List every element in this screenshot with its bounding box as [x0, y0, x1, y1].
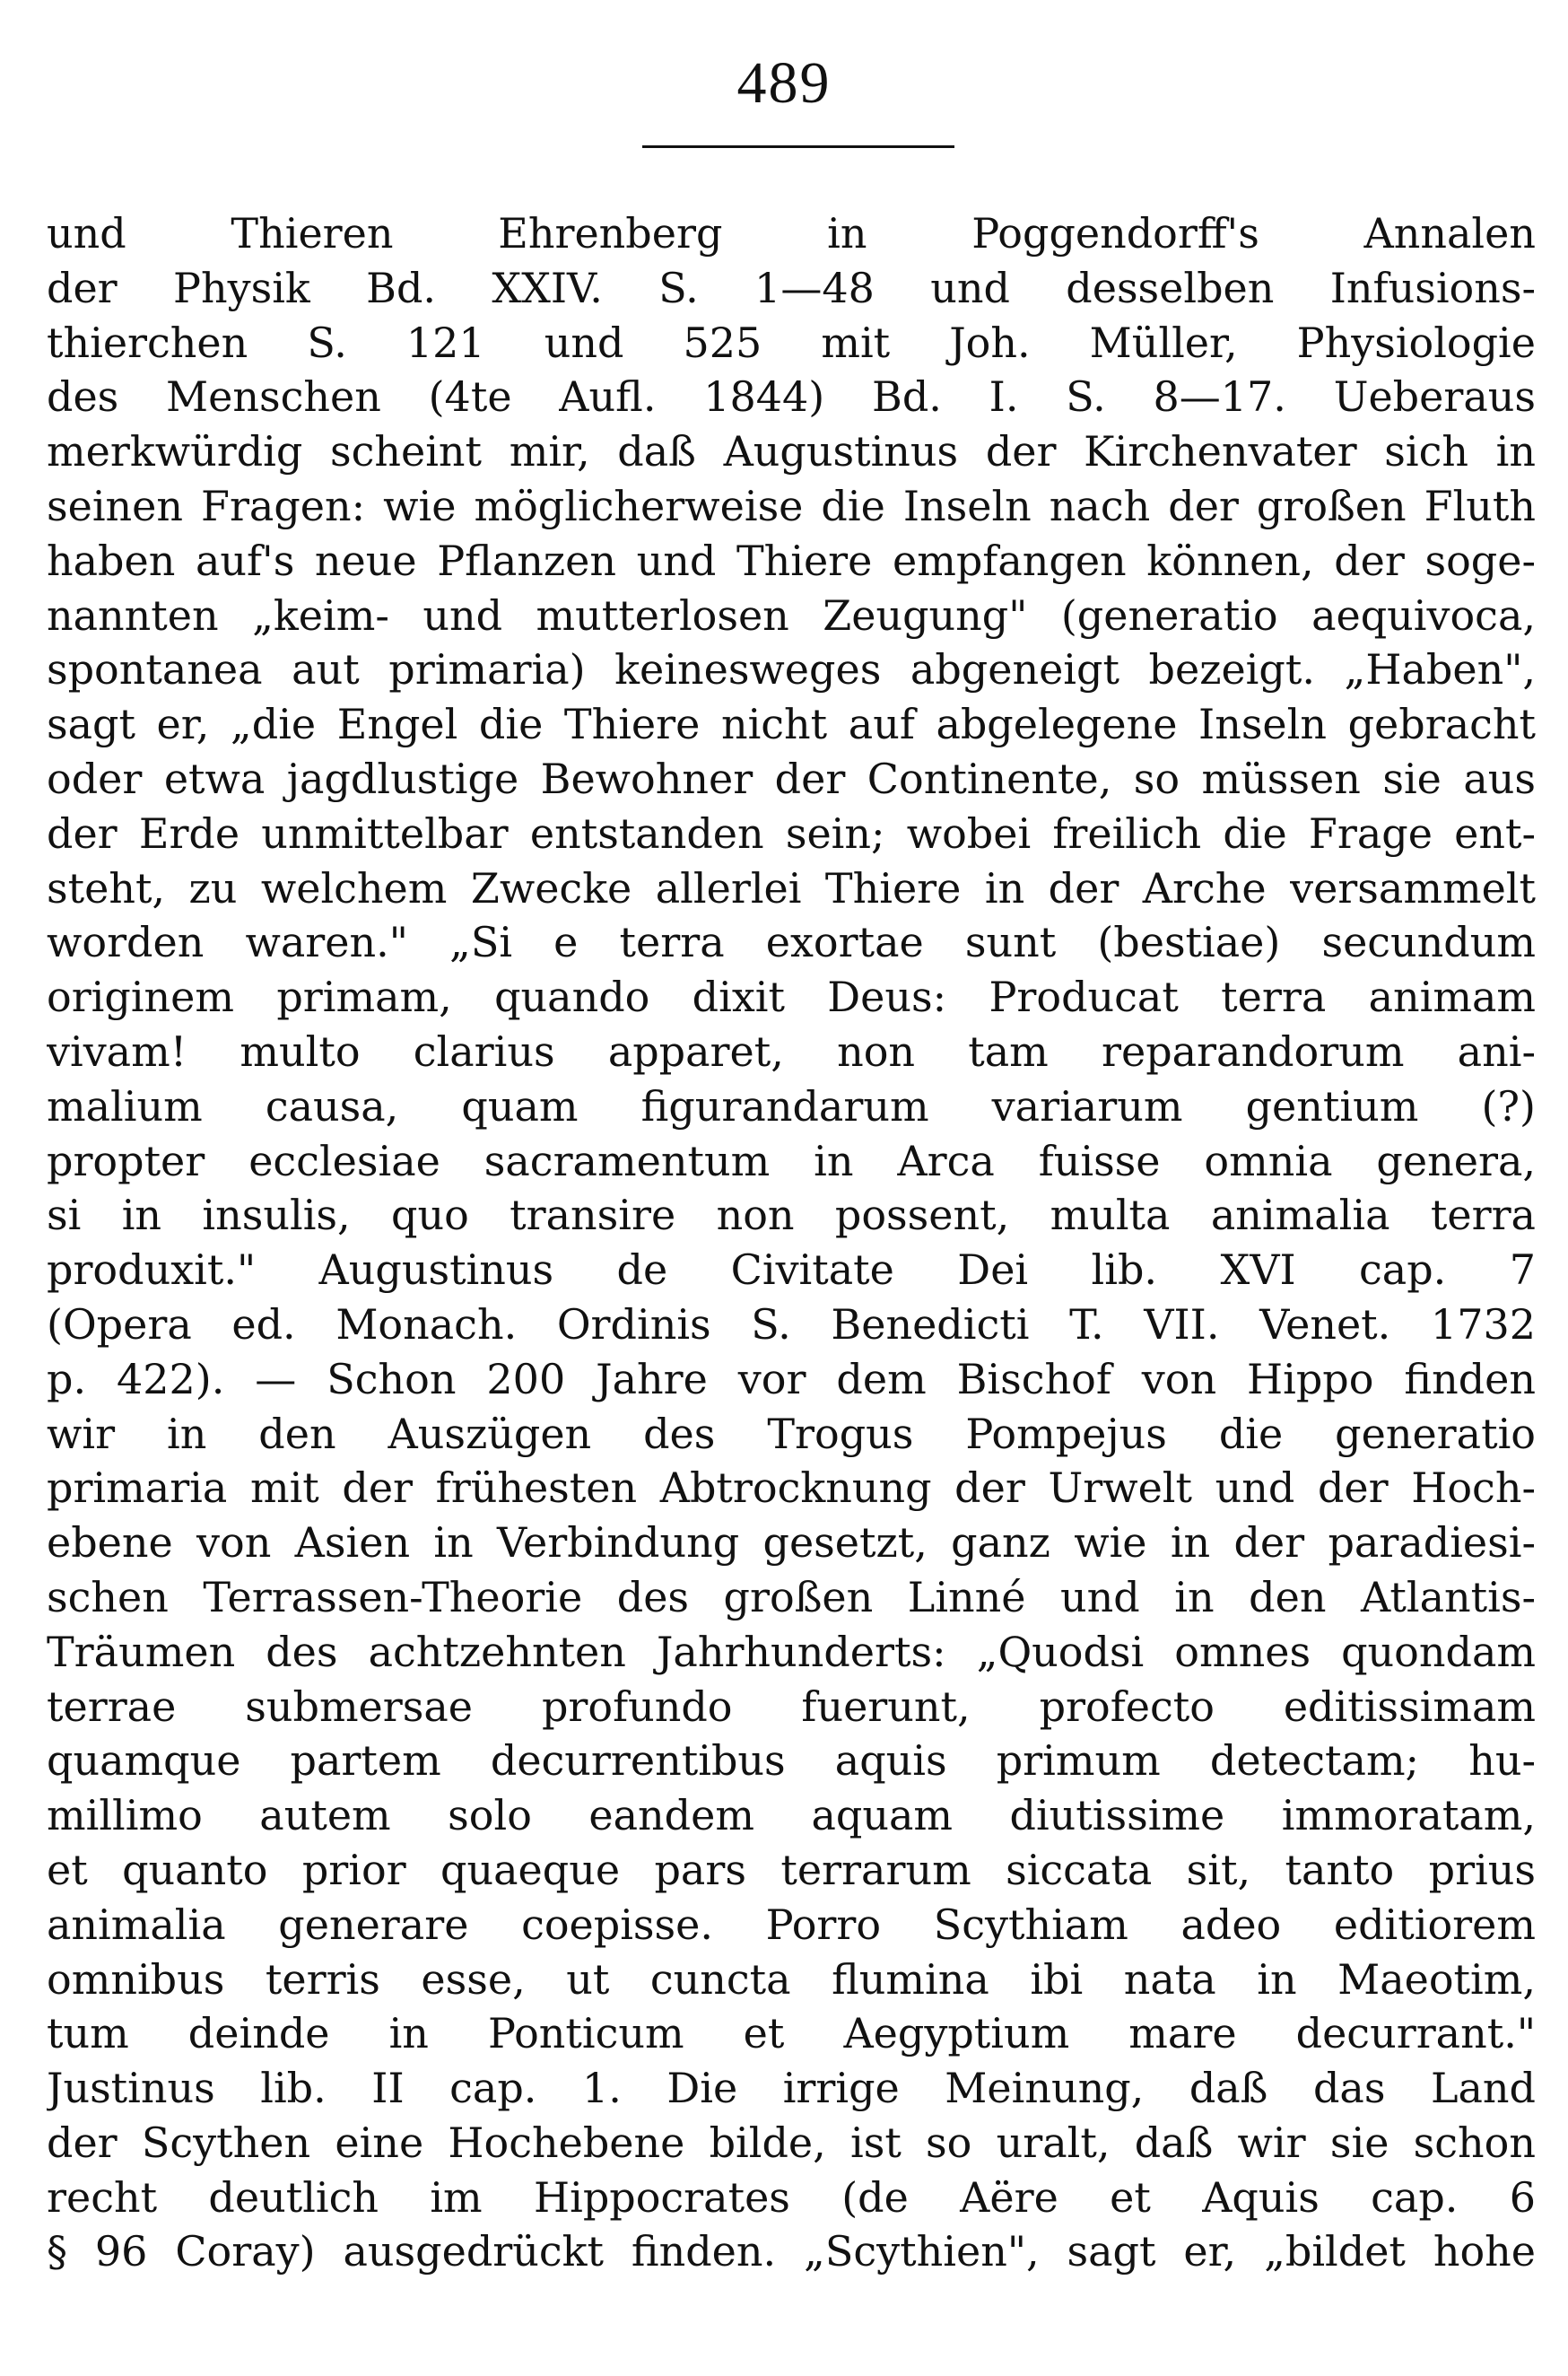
text-line: animalia generare coepisse. Porro Scythiam adeo editiorem — [47, 1900, 1536, 1949]
text-line: spontanea aut primaria) keinesweges abgeneigt bezeigt. „Haben", — [47, 645, 1536, 694]
text-line: steht, zu welchem Zwecke allerlei Thiere in der Arche versammelt — [47, 863, 1536, 913]
text-line: millimo autem solo eandem aquam diutissime immoratam, — [47, 1791, 1536, 1840]
text-line: schen Terrassen-Theorie des großen Linné und in den Atlantis- — [47, 1572, 1536, 1621]
header-rule — [642, 145, 954, 148]
text-line: und Thieren Ehrenberg in Poggendorff's Annalen — [47, 209, 1536, 258]
text-line: omnibus terris esse, ut cuncta flumina ibi nata in Maeotim, — [47, 1954, 1536, 2004]
text-line: malium causa, quam figurandarum variarum gentium (?) — [47, 1081, 1536, 1131]
text-line: ebene von Asien in Verbindung gesetzt, ganz wie in der paradiesi- — [47, 1518, 1536, 1568]
text-line: merkwürdig scheint mir, daß Augustinus der Kirchenvater sich in — [47, 427, 1536, 476]
text-line: der Scythen eine Hochebene bilde, ist so uralt, daß wir sie schon — [47, 2118, 1536, 2167]
text-line: tum deinde in Ponticum et Aegyptium mare decurrant." — [47, 2009, 1536, 2058]
text-line: nannten „keim- und mutterlosen Zeugung" (generatio aequivoca, — [47, 590, 1536, 640]
text-line: Träumen des achtzehnten Jahrhunderts: „Quodsi omnes quondam — [47, 1627, 1536, 1676]
body-text — [47, 206, 1536, 2279]
text-line: produxit." Augustinus de Civitate Dei lib. XVI cap. 7 — [47, 1245, 1536, 1295]
text-line: terrae submersae profundo fuerunt, profecto editissimam — [47, 1682, 1536, 1731]
text-line: sagt er, „die Engel die Thiere nicht auf abgelegene Inseln gebracht — [47, 700, 1536, 749]
text-line: thierchen S. 121 und 525 mit Joh. Müller, Physiologie — [47, 318, 1536, 367]
text-line: p. 422). — Schon 200 Jahre vor dem Bischof von Hippo finden — [47, 1354, 1536, 1403]
page-number: 489 — [736, 50, 832, 116]
text-line: recht deutlich im Hippocrates (de Aëre et Aquis cap. 6 — [47, 2172, 1536, 2222]
text-line: oder etwa jagdlustige Bewohner der Continente, so müssen sie aus — [47, 754, 1536, 803]
text-line: § 96 Coray) ausgedrückt finden. „Scythien", sagt er, „bildet hohe — [47, 2227, 1536, 2276]
text-line: Justinus lib. II cap. 1. Die irrige Meinung, daß das Land — [47, 2064, 1536, 2113]
text-line: originem primam, quando dixit Deus: Producat terra animam — [47, 973, 1536, 1022]
text-line: haben auf's neue Pflanzen und Thiere empfangen können, der soge- — [47, 536, 1536, 585]
text-line: si in insulis, quo transire non possent, multa animalia terra — [47, 1191, 1536, 1240]
text-line: der Erde unmittelbar entstanden sein; wobei freilich die Frage ent- — [47, 808, 1536, 858]
text-line: wir in den Auszügen des Trogus Pompejus die generatio — [47, 1409, 1536, 1458]
text-line: quamque partem decurrentibus aquis primum detectam; hu- — [47, 1736, 1536, 1786]
text-line: et quanto prior quaeque pars terrarum siccata sit, tanto prius — [47, 1845, 1536, 1894]
text-line: vivam! multo clarius apparet, non tam reparandorum ani- — [47, 1026, 1536, 1076]
text-line: worden waren." „Si e terra exortae sunt (bestiae) secundum — [47, 918, 1536, 967]
text-line: des Menschen (4te Aufl. 1844) Bd. I. S. 8—17. Ueberaus — [47, 372, 1536, 422]
text-line: der Physik Bd. XXIV. S. 1—48 und desselben Infusions- — [47, 263, 1536, 312]
text-line: propter ecclesiae sacramentum in Arca fuisse omnia genera, — [47, 1136, 1536, 1185]
text-line: (Opera ed. Monach. Ordinis S. Benedicti T. VII. Venet. 1732 — [47, 1299, 1536, 1349]
text-line: primaria mit der frühesten Abtrocknung der Urwelt und der Hoch- — [47, 1463, 1536, 1513]
text-line: seinen Fragen: wie möglicherweise die Inseln nach der großen Fluth — [47, 481, 1536, 530]
